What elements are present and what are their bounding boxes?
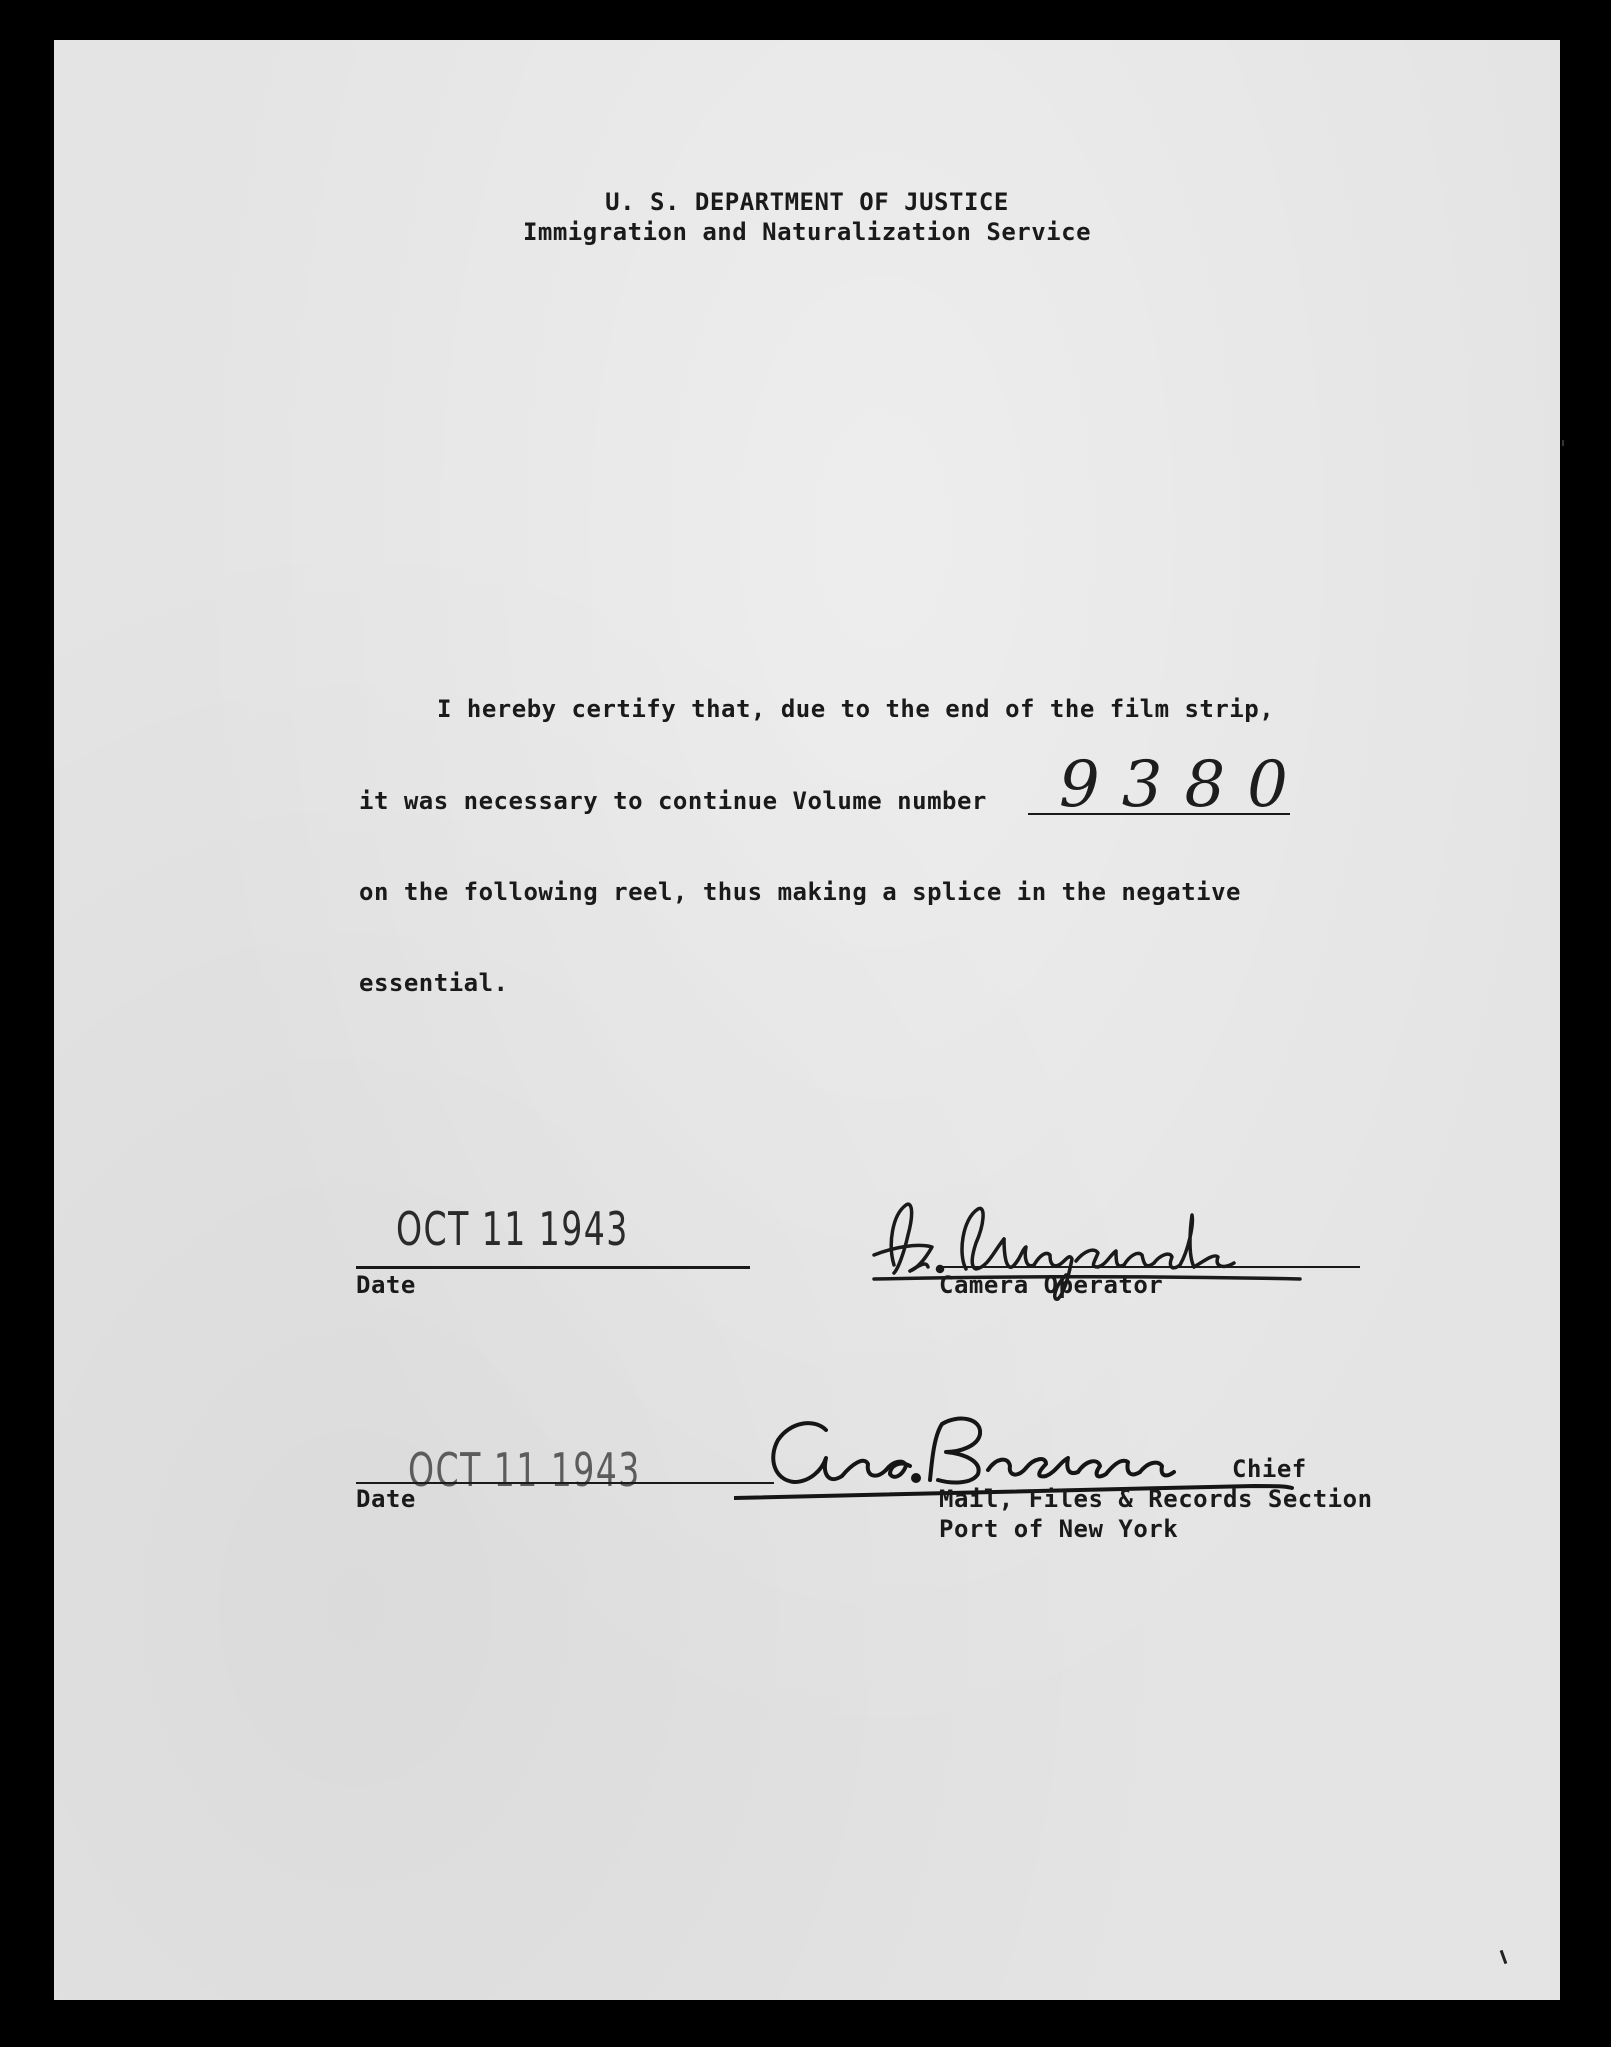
- certification-line-3: on the following reel, thus making a splice in the negative: [359, 878, 1242, 906]
- chief-office-line: Mail, Files & Records Section: [939, 1485, 1373, 1513]
- date-line-2: [356, 1482, 774, 1484]
- camera-operator-label: Camera Operator: [939, 1271, 1164, 1299]
- date-stamp-2: OCT 11 1943: [408, 1443, 641, 1497]
- camera-operator-line: [940, 1266, 1360, 1268]
- volume-number-underline: [1028, 813, 1290, 815]
- certification-line-4: essential.: [359, 969, 509, 997]
- scan-artifact: [1500, 1950, 1508, 1964]
- date-line-1: [356, 1266, 750, 1269]
- date-label-1: Date: [356, 1271, 416, 1299]
- volume-number-handwritten: 9380: [1059, 748, 1310, 822]
- chief-title: Chief: [1232, 1455, 1307, 1483]
- date-label-2: Date: [356, 1485, 416, 1513]
- agency-heading: U. S. DEPARTMENT OF JUSTICE: [605, 188, 1009, 216]
- scan-artifact: [1562, 440, 1564, 446]
- document-page: [54, 40, 1560, 2000]
- certification-line-1: I hereby certify that, due to the end of the film strip,: [437, 695, 1275, 723]
- date-stamp-1: OCT 11 1943: [396, 1202, 629, 1256]
- certification-line-2: it was necessary to continue Volume number: [359, 787, 987, 815]
- chief-location-line: Port of New York: [939, 1515, 1179, 1543]
- service-heading: Immigration and Naturalization Service: [522, 218, 1092, 246]
